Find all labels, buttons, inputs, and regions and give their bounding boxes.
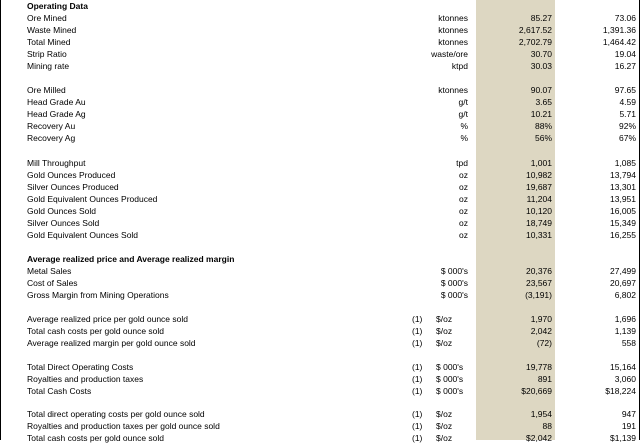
unit-cell: oz — [459, 206, 468, 216]
footnote-ref: (1) — [412, 314, 423, 324]
footnote-ref: (1) — [412, 409, 423, 419]
current-period-value: 1,954 — [530, 409, 552, 419]
table-row — [0, 169, 640, 181]
table-row — [0, 132, 640, 144]
row-label: Strip Ratio — [27, 49, 67, 59]
section-title-row — [0, 0, 640, 12]
current-period-value: 10.21 — [530, 109, 552, 119]
row-label: Recovery Au — [27, 121, 76, 131]
prior-period-value: 5.71 — [619, 109, 636, 119]
prior-period-value: 92% — [618, 121, 636, 131]
prior-period-value: 19.04 — [614, 49, 636, 59]
unit-cell: oz — [459, 182, 468, 192]
row-label: Total cash costs per gold ounce sold — [27, 326, 165, 336]
current-period-value: (3,191) — [525, 290, 552, 300]
prior-period-value: 13,301 — [610, 182, 636, 192]
table-row — [0, 373, 640, 385]
unit-cell: $ 000's — [440, 290, 468, 300]
row-label: Silver Ounces Sold — [27, 218, 100, 228]
prior-period-value: 1,085 — [614, 158, 636, 168]
table-row — [0, 60, 640, 72]
row-label: Silver Ounces Produced — [27, 182, 119, 192]
table-row — [0, 361, 640, 373]
unit-cell: $ 000's — [436, 386, 464, 396]
current-period-value: 3.65 — [535, 97, 552, 107]
prior-period-value: 1,464.42 — [602, 37, 636, 47]
prior-period-value: 13,951 — [610, 194, 636, 204]
unit-cell: oz — [459, 170, 468, 180]
unit-cell: oz — [459, 230, 468, 240]
unit-cell: $/oz — [436, 421, 453, 431]
current-period-value: 20,376 — [526, 266, 552, 276]
row-label: Gross Margin from Mining Operations — [27, 290, 169, 300]
current-period-value: 85.27 — [530, 13, 552, 23]
current-period-value: $20,669 — [521, 386, 552, 396]
table-row — [0, 36, 640, 48]
row-label: Gold Equivalent Ounces Produced — [27, 194, 158, 204]
unit-cell: g/t — [458, 109, 468, 119]
section-title: Operating Data — [27, 1, 88, 11]
row-label: Gold Ounces Sold — [27, 206, 96, 216]
table-row — [0, 325, 640, 337]
current-period-value: $2,042 — [526, 433, 552, 443]
prior-period-value: 20,697 — [610, 278, 636, 288]
prior-period-value: 191 — [621, 421, 636, 431]
unit-cell: ktonnes — [438, 13, 468, 23]
unit-cell: tpd — [456, 158, 468, 168]
footnote-ref: (1) — [412, 433, 423, 443]
table-row — [0, 84, 640, 96]
table-row — [0, 181, 640, 193]
prior-period-value: 1,696 — [614, 314, 636, 324]
row-label: Waste Mined — [27, 25, 77, 35]
table-row — [0, 96, 640, 108]
table-row — [0, 24, 640, 36]
row-label: Recovery Ag — [27, 133, 76, 143]
current-period-value: (72) — [536, 338, 552, 348]
row-label: Total direct operating costs per gold ounce sold — [27, 409, 205, 419]
current-period-value: 19,687 — [526, 182, 552, 192]
table-row — [0, 420, 640, 432]
unit-cell: waste/ore — [431, 49, 468, 59]
footnote-ref: (1) — [412, 326, 423, 336]
current-period-value: 11,204 — [526, 194, 552, 204]
prior-period-value: 13,794 — [610, 170, 636, 180]
row-label: Ore Mined — [27, 13, 67, 23]
unit-cell: $/oz — [436, 326, 453, 336]
row-label: Average realized margin per gold ounce sold — [27, 338, 196, 348]
prior-period-value: 16.27 — [614, 61, 636, 71]
section-title: Average realized price and Average realized margin — [27, 254, 235, 264]
footnote-ref: (1) — [412, 338, 423, 348]
table-row — [0, 432, 640, 444]
current-period-value: 10,331 — [526, 230, 552, 240]
prior-period-value: 3,060 — [614, 374, 636, 384]
row-label: Gold Equivalent Ounces Sold — [27, 230, 139, 240]
table-row — [0, 193, 640, 205]
current-period-value: 56% — [534, 133, 552, 143]
unit-cell: oz — [459, 218, 468, 228]
unit-cell: ktonnes — [438, 25, 468, 35]
unit-cell: % — [460, 133, 468, 143]
current-period-value: 1,001 — [530, 158, 552, 168]
table-row — [0, 289, 640, 301]
current-period-value: 2,042 — [530, 326, 552, 336]
row-label: Mining rate — [27, 61, 70, 71]
unit-cell: $/oz — [436, 409, 453, 419]
unit-cell: $/oz — [436, 338, 453, 348]
row-label: Gold Ounces Produced — [27, 170, 116, 180]
prior-period-value: 6,802 — [614, 290, 636, 300]
current-period-value: 891 — [537, 374, 552, 384]
table-row — [0, 385, 640, 397]
current-period-value: 2,702.79 — [518, 37, 552, 47]
prior-period-value: 15,349 — [610, 218, 636, 228]
table-row — [0, 265, 640, 277]
unit-cell: ktpd — [451, 61, 468, 71]
row-label: Head Grade Au — [27, 97, 86, 107]
table-row — [0, 120, 640, 132]
unit-cell: oz — [459, 194, 468, 204]
section-title-row — [0, 253, 640, 265]
unit-cell: ktonnes — [438, 85, 468, 95]
table-row — [0, 108, 640, 120]
row-label: Ore Milled — [27, 85, 66, 95]
prior-period-value: $18,224 — [605, 386, 636, 396]
row-label: Royalties and production taxes — [27, 374, 144, 384]
row-label: Total cash costs per gold ounce sold — [27, 433, 165, 443]
table-row — [0, 217, 640, 229]
prior-period-value: 947 — [621, 409, 636, 419]
row-label: Average realized price per gold ounce sold — [27, 314, 188, 324]
current-period-value: 10,120 — [526, 206, 552, 216]
unit-cell: g/t — [458, 97, 468, 107]
current-period-value: 88 — [542, 421, 552, 431]
prior-period-value: 67% — [618, 133, 636, 143]
prior-period-value: 558 — [621, 338, 636, 348]
unit-cell: $ 000's — [436, 374, 464, 384]
prior-period-value: 97.65 — [614, 85, 636, 95]
current-period-value: 10,982 — [526, 170, 552, 180]
prior-period-value: $1,139 — [610, 433, 636, 443]
table-row — [0, 229, 640, 241]
table-row — [0, 48, 640, 60]
current-period-value: 88% — [534, 121, 552, 131]
current-period-value: 18,749 — [526, 218, 552, 228]
footnote-ref: (1) — [412, 386, 423, 396]
table-row — [0, 408, 640, 420]
unit-cell: $ 000's — [436, 362, 464, 372]
row-label: Cost of Sales — [27, 278, 78, 288]
table-row — [0, 12, 640, 24]
unit-cell: $ 000's — [440, 266, 468, 276]
current-period-value: 23,567 — [526, 278, 552, 288]
row-label: Total Mined — [27, 37, 71, 47]
row-label: Royalties and production taxes per gold ounce sold — [27, 421, 220, 431]
current-period-value: 19,778 — [526, 362, 552, 372]
unit-cell: ktonnes — [438, 37, 468, 47]
row-label: Metal Sales — [27, 266, 72, 276]
current-period-value: 90.07 — [530, 85, 552, 95]
prior-period-value: 16,005 — [610, 206, 636, 216]
unit-cell: $/oz — [436, 314, 453, 324]
unit-cell: $/oz — [436, 433, 453, 443]
table-row — [0, 313, 640, 325]
prior-period-value: 1,391.36 — [602, 25, 636, 35]
row-label: Head Grade Ag — [27, 109, 86, 119]
current-period-value: 1,970 — [530, 314, 552, 324]
prior-period-value: 15,164 — [610, 362, 636, 372]
unit-cell: $ 000's — [440, 278, 468, 288]
prior-period-value: 1,139 — [614, 326, 636, 336]
table-row — [0, 277, 640, 289]
prior-period-value: 16,255 — [610, 230, 636, 240]
prior-period-value: 27,499 — [610, 266, 636, 276]
row-label: Mill Throughput — [27, 158, 86, 168]
table-row — [0, 337, 640, 349]
footnote-ref: (1) — [412, 421, 423, 431]
current-period-value: 30.70 — [530, 49, 552, 59]
current-period-value: 2,617.52 — [518, 25, 552, 35]
footnote-ref: (1) — [412, 362, 423, 372]
prior-period-value: 73.06 — [614, 13, 636, 23]
footnote-ref: (1) — [412, 374, 423, 384]
current-period-value: 30.03 — [530, 61, 552, 71]
unit-cell: % — [460, 121, 468, 131]
row-label: Total Cash Costs — [27, 386, 92, 396]
prior-period-value: 4.59 — [619, 97, 636, 107]
row-label: Total Direct Operating Costs — [27, 362, 134, 372]
table-row — [0, 157, 640, 169]
table-row — [0, 205, 640, 217]
